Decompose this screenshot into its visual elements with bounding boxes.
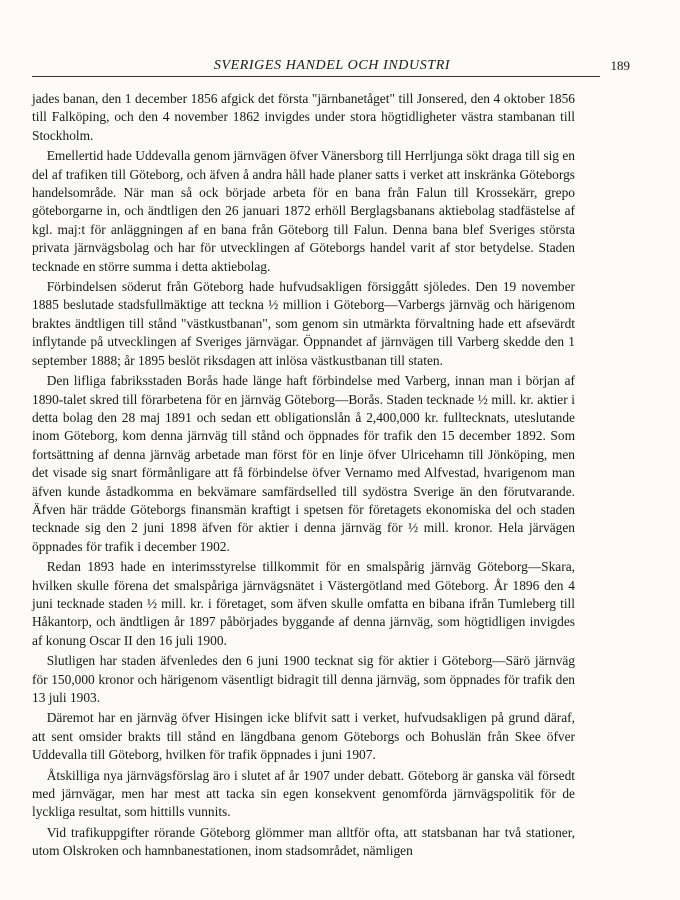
paragraph: Åtskilliga nya järnvägsförslag äro i slutet af år 1907 under debatt. Göteborg är ganska väl försedt med järnvägar, men har mest att tacka sin egen konsekvent genomförda järnvägspolitik för de lyckliga resultat, som hittills vunnits. [32, 767, 575, 820]
paragraph: Däremot har en järnväg öfver Hisingen icke blifvit satt i verket, hufvudsakligen på grund däraf, att sent omsider brakts till stånd en längdbana genom Göteborgs och Bohuslän från Skee öfver Uddevalla till Göteborg, hvilken för trafik öppnades i juni 1907. [32, 710, 575, 763]
body-text [32, 90, 575, 863]
paragraph: Redan 1893 hade en interimsstyrelse tillkommit för en smalspårig järnväg Göteborg—Skara, hvilken skulle förena det smalspåriga järnvägsnätet i Västergötland med Göteborg. År 1896 den 4 juni tecknade staden ½ mill. kr. i företaget, som äfven skulle omfatta en bibana ifrån Tumleberg till Håkantorp, och ändtligen år 1897 påbörjades byggande af denna järnväg, som högtidligen invigdes af konung Oscar II den 16 juli 1900. [32, 559, 575, 648]
paragraph: Den lifliga fabriksstaden Borås hade länge haft förbindelse med Varberg, innan man i början af 1890-talet skred till förarbetena för en järnväg Göteborg—Borås. Staden tecknade ½ mill. kr. aktier i detta bolag den 28 maj 1891 och sedan ett obligationslån å 2,400,000 kr. fulltecknats, uteslutande inom Göteborg, kom denna järnväg till stånd och öppnades för trafik den 15 december 1892. Som fortsättning af denna järnväg arbetade man först för en linje öfver Ulricehamn till Jönköping, men det visade sig snart förmånligare att få förbindelse öfver Vernamo med Alfvestad, hvarigenom man äfven kunde åstadkomma en bekvämare samfärdselled till sydöstra Sverige än den förutvarande. Äfven här trädde Göteborgs finansmän kraftigt i spetsen för företagets ekonomiska del och staden tecknade sig den 2 juni 1898 äfven för aktier i denna järnväg för ½ mill. kronor. Hela järvägen öppnades för trafik i december 1902. [32, 373, 575, 554]
paragraph: jades banan, den 1 december 1856 afgick det första "järnbanetåget" till Jonsered, den 4 oktober 1856 till Falköping, och den 4 november 1862 invigdes under stora högtidligheter västra stambanan till Stockholm. [32, 91, 575, 143]
paragraph: Slutligen har staden äfvenledes den 6 juni 1900 tecknat sig för aktier i Göteborg—Särö järnväg för 150,000 kronor och härigenom väsentligt bidragit till denna järnväg, som öppnades för trafik den 13 juli 1903. [32, 653, 575, 705]
header-rule [32, 76, 600, 77]
header-title: SVERIGES HANDEL OCH INDUSTRI [213, 58, 451, 73]
paragraph: Förbindelsen söderut från Göteborg hade hufvudsakligen försiggått sjöledes. Den 19 november 1885 beslutade stadsfullmäktige att teckna ½ million i Göteborg—Varbergs järnväg och härigenom braktes ändtligen till stånd "västkustbanan", som genom sin utmärkta förvaltning hade ett afsevärdt inflytande på utvecklingen af Sveriges järnvägar. Öppnandet af järnvägen till Varberg skedde den 1 september 1888; år 1895 beslöt riksdagen att inlösa västkustbanan till staten. [32, 279, 575, 368]
paragraph: Vid trafikuppgifter rörande Göteborg glömmer man alltför ofta, att statsbanan har två stationer, utom Olskroken och hamnbanestationen, inom stadsområdet, nämligen [32, 824, 575, 859]
page-number: 189 [610, 58, 630, 73]
paragraph: Emellertid hade Uddevalla genom järnvägen öfver Vänersborg till Herrljunga sökt draga till sig en del af trafiken till Göteborg, och äfven å andra håll hade planer satts i verket att inskränka Göteborgs handelsområde. När man så ock började arbeta för en bana från Falun till Krossekärr, grepo göteborgarne in, och ändtligen den 26 januari 1872 erhöll Berglagsbanans aktiebolag stadfästelse af kgl. maj:t för anläggningen af en bana från Göteborg till Falun. Denna bana blef Sveriges största privata järnvägsbolag och har för utvecklingen af Göteborgs handel varit af stor betydelse. Staden tecknade en större summa i detta aktiebolag. [32, 148, 575, 274]
running-header [32, 58, 630, 80]
